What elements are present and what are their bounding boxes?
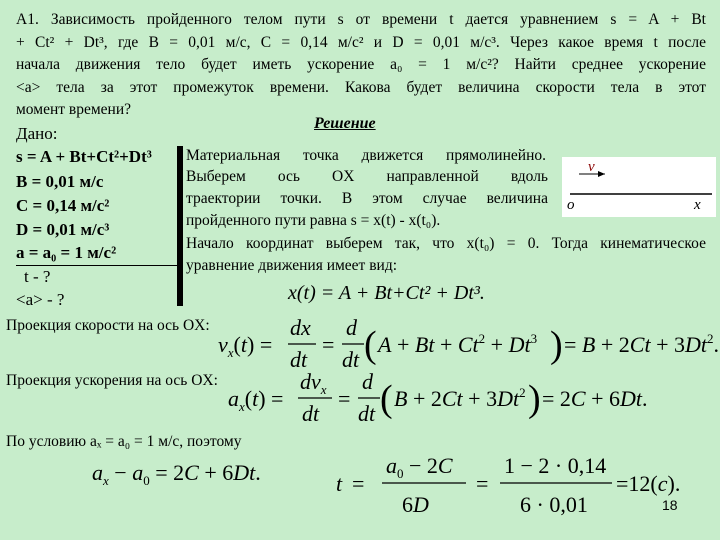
svg-text:t: t bbox=[336, 471, 343, 496]
problem-line: А1. Зависимость пройденного телом пути s от времени t дается уравнением s = A + Bt bbox=[16, 11, 706, 28]
given-item: <a> - ? bbox=[16, 290, 65, 309]
svg-text:): ) bbox=[528, 378, 541, 420]
solution-heading: Решение bbox=[314, 115, 376, 132]
accel-label-text: Проекция ускорения на ось OX: bbox=[6, 372, 218, 389]
svg-text:=: = bbox=[322, 332, 335, 357]
svg-text:(: ( bbox=[364, 324, 377, 366]
x-axis-label: x bbox=[694, 197, 701, 213]
given-item: s = A + Bt+Ct²+Dt³ bbox=[16, 147, 152, 166]
motion-equation: x(t) = A + Bt+Ct² + Dt³. bbox=[288, 282, 485, 304]
svg-text:(: ( bbox=[380, 378, 393, 420]
svg-text:dx: dx bbox=[290, 315, 311, 340]
given-title: Дано: bbox=[16, 124, 58, 143]
velocity-formula bbox=[212, 312, 720, 374]
solution-text: траектории точки. В этом случае величина bbox=[186, 190, 548, 207]
svg-text:=12(c).: =12(c). bbox=[616, 471, 681, 496]
svg-text:vx(t) =: $v_x(t)$ = bbox=[218, 332, 273, 360]
svg-text:d: d bbox=[362, 369, 373, 394]
given-item: a = a₀ = 1 м/с² bbox=[16, 243, 117, 262]
svg-text:ax − a0 = 2C + 6Dt.: $a_x - a_0 = 2C + 6Dt$. bbox=[92, 460, 261, 488]
svg-text:a0 − 2C: $a_0 - 2C$ bbox=[386, 453, 453, 481]
svg-text:d: d bbox=[346, 315, 357, 340]
svg-text:6D: 6D bbox=[402, 492, 429, 517]
axis-diagram bbox=[562, 157, 716, 217]
svg-text:): ) bbox=[550, 324, 563, 366]
solution-text: пройденного пути равна s = x(t) - x(t₀). bbox=[186, 212, 441, 229]
svg-text:= B + 2Ct + 3Dt2.: = $B + 2Ct + 3Dt^2$. bbox=[564, 331, 720, 357]
given-item: B = 0,01 м/с bbox=[16, 172, 104, 191]
given-divider bbox=[177, 146, 183, 306]
origin-label: o bbox=[567, 197, 575, 213]
problem-statement bbox=[16, 9, 706, 122]
svg-text:dt: dt bbox=[302, 401, 320, 426]
solution-text: уравнение движения имеет вид: bbox=[186, 257, 398, 274]
problem-line: <a> тела за этот промежуток времени. Какова будет величина скорости тела в этот bbox=[16, 78, 706, 96]
svg-text:A + Bt + Ct2 + Dt3: $A + Bt + Ct^2 + Dt^3$ bbox=[378, 331, 538, 357]
given-item: D = 0,01 м/с³ bbox=[16, 220, 110, 239]
svg-text:1 − 2 · 0,14: 1 − 2 · 0,14 bbox=[504, 453, 607, 478]
svg-text:=: = bbox=[352, 471, 365, 496]
condition-label-text: По условию aₓ = a₀ = 1 м/с, поэтому bbox=[6, 433, 242, 450]
problem-line: начала движения тело будет иметь ускорение a₀ = 1 м/с²? Найти среднее ускорение bbox=[16, 56, 706, 73]
svg-text:6 · 0,01: 6 · 0,01 bbox=[520, 492, 588, 517]
svg-text:=: = bbox=[338, 386, 351, 411]
problem-line: + Ct² + Dt³, где B = 0,01 м/с, C = 0,14 м/с² и D = 0,01 м/с³. Через какое время t после bbox=[16, 33, 706, 51]
solution-text: Начало координат выберем так, что x(t₀) = 0. Тогда кинематическое bbox=[186, 235, 706, 252]
velocity-label: v bbox=[588, 159, 595, 175]
problem-line: момент времени? bbox=[16, 101, 132, 118]
given-underline bbox=[16, 265, 178, 266]
svg-text:dvx: $dv_x$ bbox=[300, 369, 327, 397]
svg-text:dt: dt bbox=[290, 347, 308, 372]
given-item: t - ? bbox=[24, 267, 51, 286]
svg-text:ax(t) =: $a_x(t)$ = bbox=[228, 386, 284, 414]
solution-text: Материальная точка движется прямолинейно. bbox=[186, 147, 546, 164]
acceleration-formula bbox=[224, 366, 664, 428]
given-item: C = 0,14 м/с² bbox=[16, 196, 110, 215]
page-number: 18 bbox=[662, 497, 678, 513]
velocity-label-text: Проекция скорости на ось OX: bbox=[6, 317, 210, 334]
svg-text:dt: dt bbox=[358, 401, 376, 426]
solution-text: Выберем ось OX направленной вдоль bbox=[186, 168, 548, 185]
svg-text:= 2C + 6Dt.: = 2C + 6Dt. bbox=[542, 386, 648, 411]
svg-text:dt: dt bbox=[342, 347, 360, 372]
svg-text:B + 2Ct + 3Dt2: $B + 2Ct + 3Dt^2$ bbox=[394, 385, 526, 411]
axis-figure bbox=[562, 157, 716, 217]
svg-text:=: = bbox=[476, 471, 489, 496]
velocity-arrowhead bbox=[598, 171, 605, 177]
condition-formula bbox=[88, 452, 288, 492]
